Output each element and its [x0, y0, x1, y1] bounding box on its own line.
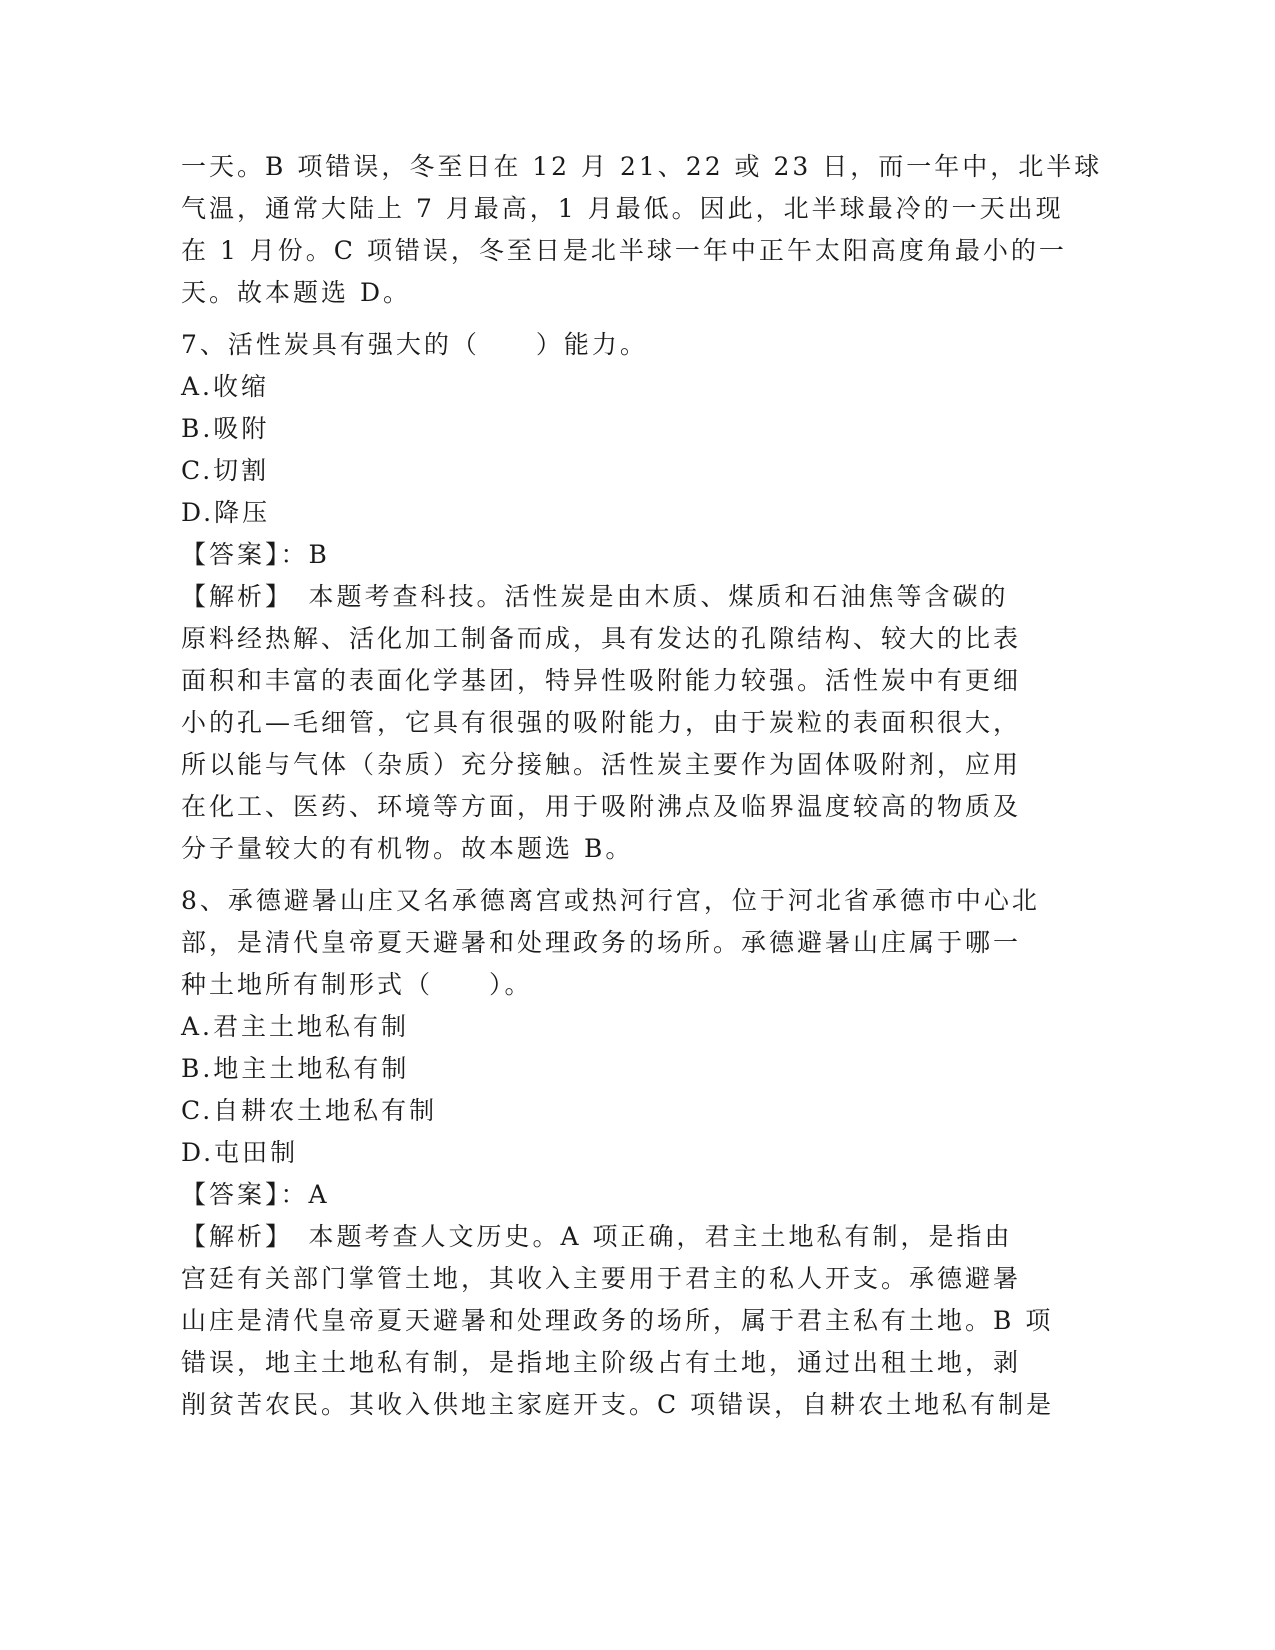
analysis-line: 面积和丰富的表面化学基团，特异性吸附能力较强。活性炭中有更细 [181, 666, 1022, 695]
text-line: 天。故本题选 D。 [181, 278, 411, 307]
analysis-line: 错误，地主土地私有制，是指地主阶级占有土地，通过出租土地，剥 [181, 1348, 1022, 1377]
previous-analysis-continuation [181, 146, 1103, 314]
option-a: A.收缩 [181, 372, 270, 401]
question-stem: 部，是清代皇帝夏天避暑和处理政务的场所。承德避暑山庄属于哪一 [181, 928, 1022, 957]
analysis-line: 削贫苦农民。其收入供地主家庭开支。C 项错误，自耕农土地私有制是 [181, 1390, 1055, 1419]
analysis-line: 原料经热解、活化加工制备而成，具有发达的孔隙结构、较大的比表 [181, 624, 1022, 653]
option-d: D.降压 [181, 498, 271, 527]
option-b: B.吸附 [181, 414, 270, 443]
text-line: 气温，通常大陆上 7 月最高，1 月最低。因此，北半球最冷的一天出现 [181, 194, 1064, 223]
analysis-line: 山庄是清代皇帝夏天避暑和处理政务的场所，属于君主私有土地。B 项 [181, 1306, 1054, 1335]
page-content [181, 146, 1103, 1426]
option-c: C.自耕农土地私有制 [181, 1096, 438, 1125]
question-7 [181, 324, 1091, 870]
analysis-line: 宫廷有关部门掌管土地，其收入主要用于君主的私人开支。承德避暑 [181, 1264, 1022, 1293]
analysis-line: 分子量较大的有机物。故本题选 B。 [181, 834, 634, 863]
option-d: D.屯田制 [181, 1138, 299, 1167]
question-stem: 种土地所有制形式（ ）。 [181, 970, 533, 999]
spacer [181, 870, 1091, 880]
answer-line: 【答案】：A [181, 1180, 330, 1209]
question-stem: 8、承德避暑山庄又名承德离宫或热河行宫，位于河北省承德市中心北 [181, 886, 1040, 915]
analysis-line: 【解析】 本题考查科技。活性炭是由木质、煤质和石油焦等含碳的 [181, 582, 1009, 611]
analysis-line: 在化工、医药、环境等方面，用于吸附沸点及临界温度较高的物质及 [181, 792, 1022, 821]
analysis-line: 所以能与气体（杂质）充分接触。活性炭主要作为固体吸附剂，应用 [181, 750, 1022, 779]
question-8 [181, 880, 1091, 1426]
analysis-line: 【解析】 本题考查人文历史。A 项正确，君主土地私有制，是指由 [181, 1222, 1013, 1251]
option-a: A.君主土地私有制 [181, 1012, 410, 1041]
option-c: C.切割 [181, 456, 270, 485]
answer-line: 【答案】：B [181, 540, 330, 569]
text-line: 在 1 月份。C 项错误，冬至日是北半球一年中正午太阳高度角最小的一 [181, 236, 1067, 265]
text-line: 一天。B 项错误，冬至日在 12 月 21、22 或 23 日，而一年中，北半球 [181, 152, 1103, 181]
analysis-line: 小的孔—毛细管，它具有很强的吸附能力，由于炭粒的表面积很大， [181, 708, 1022, 737]
question-stem: 7、活性炭具有强大的（ ）能力。 [181, 330, 648, 359]
option-b: B.地主土地私有制 [181, 1054, 410, 1083]
spacer [181, 314, 1091, 324]
